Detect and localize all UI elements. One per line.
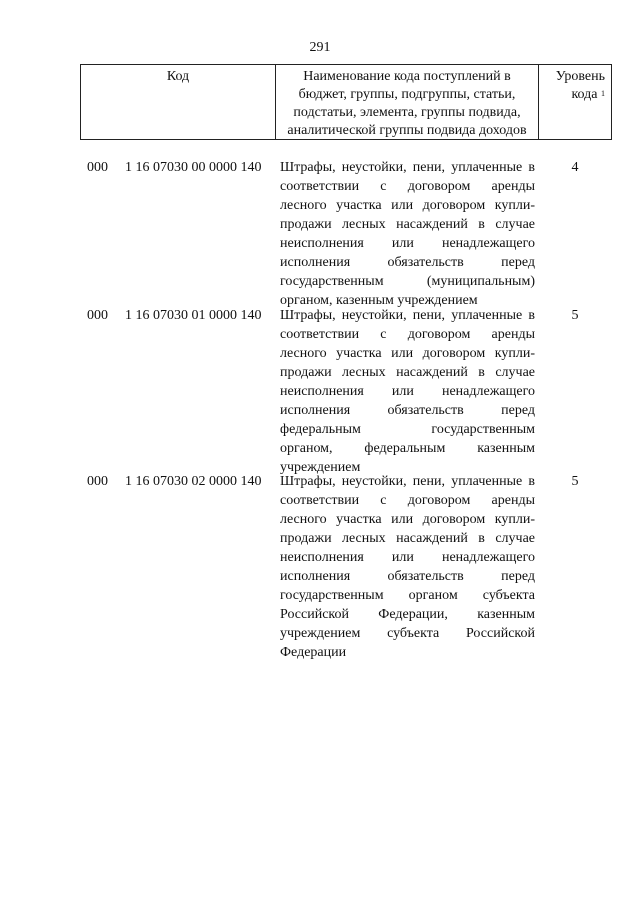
description-line: Штрафы, неустойки, пени, уплаченные в [280,308,535,323]
row-admin-code: 000 [87,474,108,489]
row-code: 1 16 07030 01 0000 140 [125,308,262,323]
description-line: Штрафы, неустойки, пени, уплаченные в [280,474,535,489]
row-description [280,472,535,662]
header-name [278,68,536,140]
description-line: исполнения обязательств перед [280,255,535,270]
header-name-line: Наименование кода поступлений в [303,69,511,84]
row-level: 5 [571,308,579,323]
description-line: соответствии с договором аренды [280,179,535,194]
description-line: неисполнения или ненадлежащего [280,550,535,565]
description-line: продажи лесных насаждений в случае [280,531,535,546]
description-line: продажи лесных насаждений в случае [280,365,535,380]
description-line: продажи лесных насаждений в случае [280,217,535,232]
description-line: органом, казенным учреждением [280,293,478,308]
description-line: неисполнения или ненадлежащего [280,236,535,251]
header-code: Код [166,69,190,84]
row-code: 1 16 07030 02 0000 140 [125,474,262,489]
page-number: 291 [309,40,331,55]
row-description [280,158,535,310]
row-level: 4 [571,160,579,175]
header-level-word: Уровень [555,69,605,84]
row-admin-code: 000 [87,160,108,175]
description-line: федеральным государственным [280,422,535,437]
header-level [539,68,611,104]
description-line: исполнения обязательств перед [280,403,535,418]
description-line: лесного участка или договором купли- [280,512,535,527]
description-line: учреждением субъекта Российской [280,626,535,641]
header-level-text: кода [571,87,598,102]
header-level-word2 [539,86,611,104]
description-line: органом, федеральным казенным [280,441,535,456]
footnote-marker: 1 [601,89,605,98]
header-name-line: бюджет, группы, подгруппы, статьи, [298,87,516,102]
row-code: 1 16 07030 00 0000 140 [125,160,262,175]
description-line: Штрафы, неустойки, пени, уплаченные в [280,160,535,175]
description-line: неисполнения или ненадлежащего [280,384,535,399]
description-line: государственным органом субъекта [280,588,535,603]
description-line: соответствии с договором аренды [280,493,535,508]
description-line: лесного участка или договором купли- [280,198,535,213]
description-line: Федерации [280,645,347,660]
description-line: исполнения обязательств перед [280,569,535,584]
header-name-line: подстатьи, элемента, группы подвида, [293,105,521,120]
column-divider [275,65,276,139]
header-name-line: аналитической группы подвида доходов [287,123,527,138]
description-line: лесного участка или договором купли- [280,346,535,361]
row-description [280,306,535,477]
description-line: соответствии с договором аренды [280,327,535,342]
description-line: Российской Федерации, казенным [280,607,535,622]
table-header [80,64,612,140]
description-line: учреждением [280,460,361,475]
row-level: 5 [571,474,579,489]
description-line: государственным (муниципальным) [280,274,535,289]
row-admin-code: 000 [87,308,108,323]
